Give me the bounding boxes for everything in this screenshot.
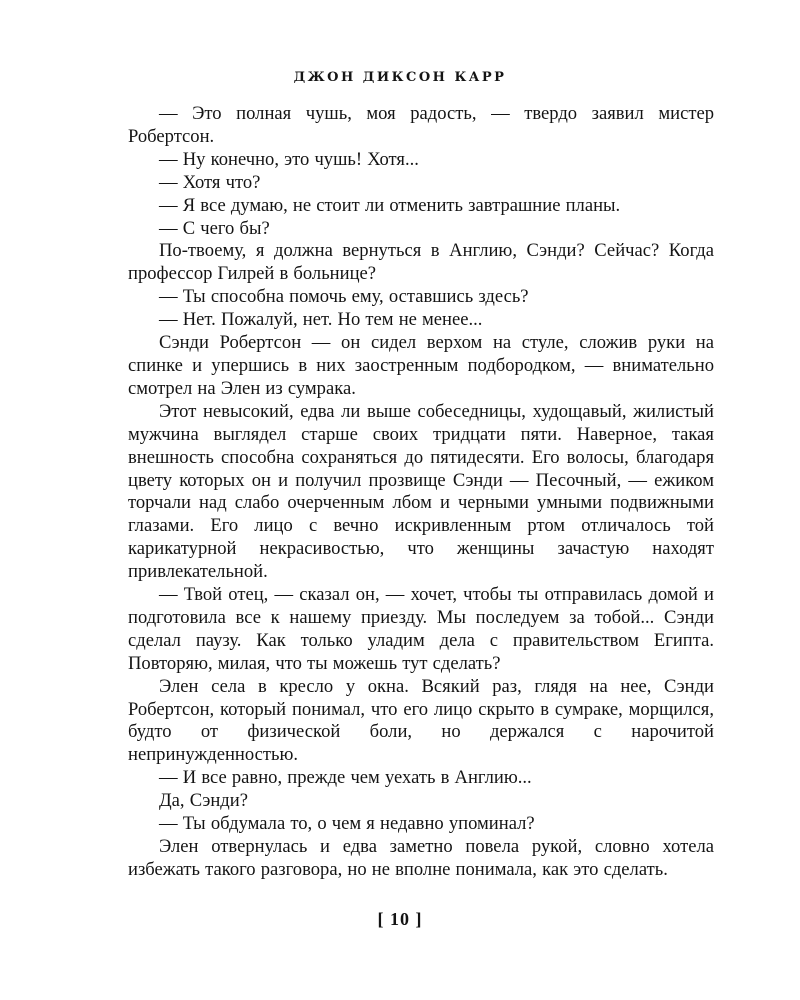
paragraph: — И все равно, прежде чем уехать в Англию...	[159, 767, 532, 789]
paragraph: — Нет. Пожалуй, нет. Но тем не менее...	[159, 309, 483, 331]
running-head: ДЖОН ДИКСОН КАРР	[293, 70, 507, 85]
paragraph: — С чего бы?	[159, 217, 270, 239]
paragraph: Элен села в кресло у окна. Всякий раз, глядя на нее, Сэнди Робертсон, который понимал, что его лицо скрыто в сумраке, морщился, будто от физической боли, но держался с нарочитой непринужденностью.	[128, 675, 714, 766]
paragraph: — Это полная чушь, моя радость, — твердо заявил мистер Робертсон.	[128, 103, 714, 147]
paragraph: — Твой отец, — сказал он, — хочет, чтобы ты отправилась домой и подготовила все к нашему приезду. Мы последуем за тобой... Сэнди сделал паузу. Как только уладим дела с правительством Египта. Повторяю, милая, что ты можешь тут сделать?	[128, 584, 714, 674]
paragraph: По-твоему, я должна вернуться в Англию, Сэнди? Сейчас? Когда профессор Гилрей в больнице?	[128, 240, 714, 285]
paragraph: — Я все думаю, не стоит ли отменить завтрашние планы.	[159, 194, 621, 216]
paragraph: Сэнди Робертсон — он сидел верхом на стуле, сложив руки на спинке и упершись в них заостренным подбородком, — внимательно смотрел на Элен из сумрака.	[128, 332, 714, 399]
paragraph: Элен отвернулась и едва заметно повела рукой, словно хотела избежать такого разговора, но не вполне понимала, как это сделать.	[128, 836, 714, 880]
page-number: [ 10 ]	[377, 909, 423, 929]
paragraph: Этот невысокий, едва ли выше собеседницы, худощавый, жилистый мужчина выглядел старше своих тридцати пяти. Наверное, такая внешность способна сохраняться до пятидесяти. Его волосы, благодаря цвету которых он и получил прозвище Сэнди — Песочный, — ежиком торчали над слабо очерченным лбом и черными умными подвижными глазами. Его лицо с вечно искривленным ртом отличалось той карикатурной некрасивостью, что женщины зачастую находят привлекательной.	[128, 400, 714, 583]
paragraph: — Ты способна помочь ему, оставшись здесь?	[159, 286, 529, 308]
paragraph: — Хотя что?	[159, 171, 261, 193]
paragraph: Да, Сэнди?	[159, 790, 248, 812]
body-text	[128, 103, 714, 882]
paragraph: — Ну конечно, это чушь! Хотя...	[159, 148, 419, 170]
paragraph: — Ты обдумала то, о чем я недавно упоминал?	[159, 813, 535, 835]
